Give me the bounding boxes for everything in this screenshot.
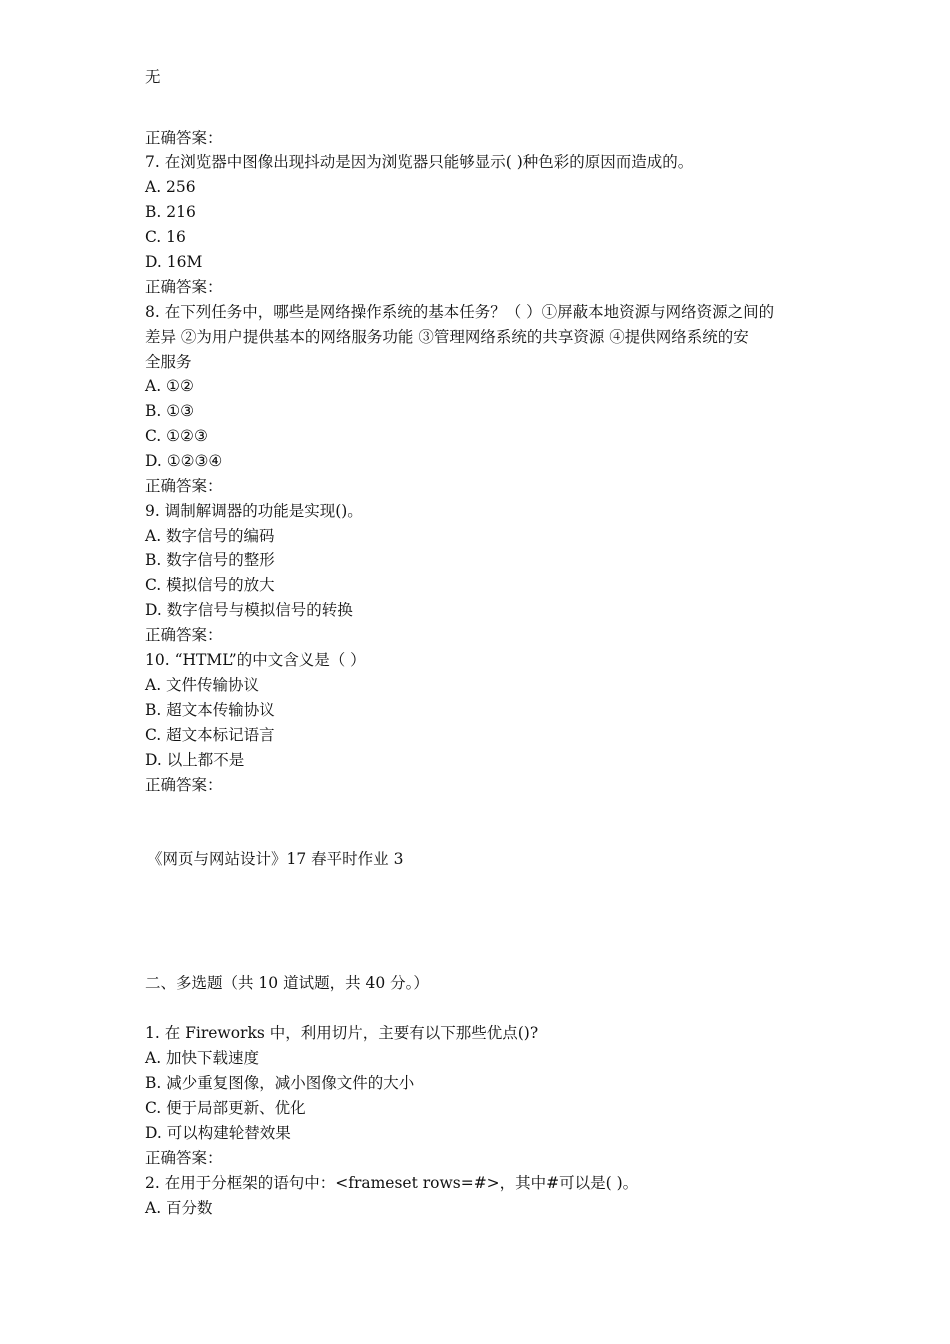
section-heading: 二、多选题（共 10 道试题，共 40 分。） <box>145 974 429 992</box>
multi-question-1-option-a: A. 加快下载速度 <box>145 1049 260 1067</box>
question-10-stem: 10. “HTML”的中文含义是（ ） <box>145 651 366 669</box>
answer-label: 正确答案： <box>145 776 223 794</box>
answer-label: 正确答案： <box>145 129 223 147</box>
question-10-option-d: D. 以上都不是 <box>145 751 245 769</box>
multi-question-1-stem: 1. 在 Fireworks 中，利用切片，主要有以下那些优点()? <box>145 1024 539 1042</box>
assignment-title: 《网页与网站设计》17 春平时作业 3 <box>147 850 404 868</box>
question-9-option-c: C. 模拟信号的放大 <box>145 576 275 594</box>
multi-question-1-option-c: C. 便于局部更新、优化 <box>145 1099 306 1117</box>
question-10-option-b: B. 超文本传输协议 <box>145 701 275 719</box>
question-10-option-a: A. 文件传输协议 <box>145 676 260 694</box>
question-10-option-c: C. 超文本标记语言 <box>145 726 275 744</box>
question-7-option-a: A. 256 <box>145 178 196 196</box>
question-8-stem-line-2: 差异 ②为用户提供基本的网络服务功能 ③管理网络系统的共享资源 ④提供网络系统的安 <box>145 328 749 346</box>
previous-answer-text: 无 <box>145 68 161 86</box>
question-8-option-b: B. ①③ <box>145 402 195 420</box>
question-9-stem: 9. 调制解调器的功能是实现()。 <box>145 502 363 520</box>
question-8-option-a: A. ①② <box>145 377 194 395</box>
question-8-option-c: C. ①②③ <box>145 427 208 445</box>
answer-label: 正确答案： <box>145 278 223 296</box>
multi-question-2-stem: 2. 在用于分框架的语句中：<frameset rows=#>，其中#可以是( )。 <box>145 1174 639 1192</box>
question-9-option-a: A. 数字信号的编码 <box>145 527 275 545</box>
question-9-option-d: D. 数字信号与模拟信号的转换 <box>145 601 353 619</box>
multi-question-2-option-a: A. 百分数 <box>145 1199 213 1217</box>
question-7-option-b: B. 216 <box>145 203 196 221</box>
answer-label: 正确答案： <box>145 626 223 644</box>
question-7-option-d: D. 16M <box>145 253 203 271</box>
answer-label: 正确答案： <box>145 1149 223 1167</box>
multi-question-1-option-b: B. 减少重复图像，减小图像文件的大小 <box>145 1074 415 1092</box>
question-9-option-b: B. 数字信号的整形 <box>145 551 275 569</box>
question-8-option-d: D. ①②③④ <box>145 452 223 470</box>
answer-label: 正确答案： <box>145 477 223 495</box>
multi-question-1-option-d: D. 可以构建轮替效果 <box>145 1124 291 1142</box>
question-7-stem: 7. 在浏览器中图像出现抖动是因为浏览器只能够显示( )种色彩的原因而造成的。 <box>145 153 694 171</box>
question-8-stem-line-1: 8. 在下列任务中，哪些是网络操作系统的基本任务？（ ）①屏蔽本地资源与网络资源之间的 <box>145 303 775 321</box>
question-7-option-c: C. 16 <box>145 228 186 246</box>
question-8-stem-line-3: 全服务 <box>145 353 192 371</box>
